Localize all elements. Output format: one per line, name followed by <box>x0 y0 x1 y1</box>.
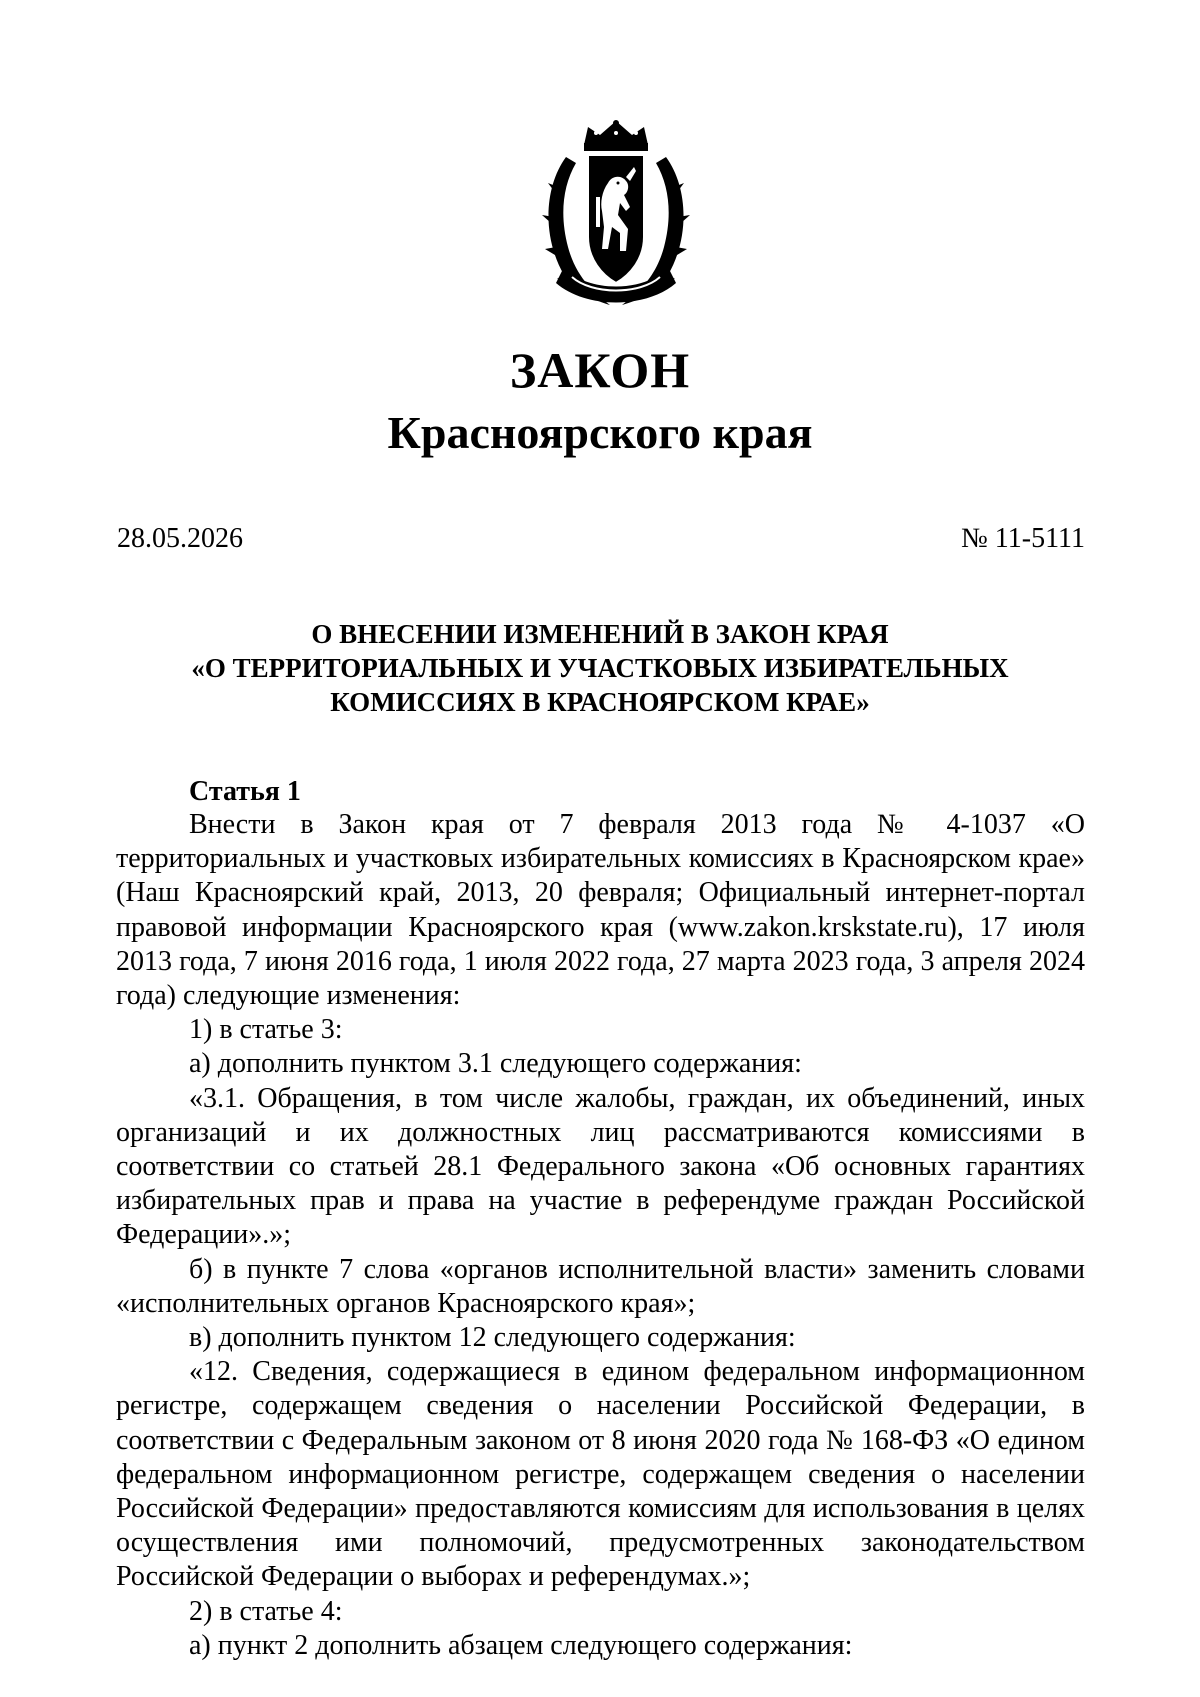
law-heading <box>150 617 1050 719</box>
coat-of-arms-icon <box>536 117 696 317</box>
article-paragraph: 1) в статье 3: <box>189 1014 343 1046</box>
article-paragraph: «12. Сведения, содержащиеся в едином федеральном информационном регистре, содержащем сведения о населении Российской Федерации, в соответствии с Федеральным законом от 8 июня 2020 года № 168-ФЗ «О едином федеральном информационном регистре, содержащем сведения о населении Российской Федерации» предоставляются комиссиям для использования в целях осуществления ими полномочий, предусмотренных законодательством Российской Федерации о выборах и референдумах.»; <box>116 1356 1085 1593</box>
document-title: ЗАКОН <box>509 342 691 398</box>
law-heading-line: «О ТЕРРИТОРИАЛЬНЫХ И УЧАСТКОВЫХ ИЗБИРАТЕЛЬНЫХ <box>191 653 1009 683</box>
article-paragraph: б) в пункте 7 слова «органов исполнительной власти» заменить словами «исполнительных органов Красноярского края»; <box>116 1253 1085 1319</box>
article-paragraph: в) дополнить пунктом 12 следующего содержания: <box>189 1322 796 1354</box>
document-subtitle: Красноярского края <box>387 407 813 458</box>
article-paragraph: «3.1. Обращения, в том числе жалобы, граждан, их объединений, иных организаций и их должностных лиц рассматриваются комиссиями в соответствии со статьей 28.1 Федерального закона «Об основных гарантиях избирательных прав и права на участие в референдуме граждан Российской Федерации».»; <box>116 1082 1085 1251</box>
article-paragraph: Внести в Закон края от 7 февраля 2013 года № 4-1037 «О территориальных и участковых избирательных комиссиях в Красноярском крае» (Наш Красноярский край, 2013, 20 февраля; Официальный интернет-портал правовой информации Красноярского края (www.zakon.krskstate.ru), 17 июля 2013 года, 7 июня 2016 года, 1 июля 2022 года, 27 марта 2023 года, 3 апреля 2024 года) следующие изменения: <box>116 809 1085 1012</box>
article-title: Статья 1 <box>189 776 301 807</box>
law-heading-line: О ВНЕСЕНИИ ИЗМЕНЕНИЙ В ЗАКОН КРАЯ <box>311 619 889 649</box>
law-heading-line: КОМИССИЯХ В КРАСНОЯРСКОМ КРАЕ» <box>330 687 870 717</box>
article-paragraph: а) пункт 2 дополнить абзацем следующего содержания: <box>189 1629 853 1661</box>
article-body <box>116 808 1085 1663</box>
article-paragraph: 2) в статье 4: <box>189 1595 343 1627</box>
article-paragraph: а) дополнить пунктом 3.1 следующего содержания: <box>189 1048 802 1080</box>
coat-of-arms-emblem <box>536 117 696 317</box>
document-number: № 11-5111 <box>961 523 1085 554</box>
document-date: 28.05.2026 <box>117 523 243 554</box>
